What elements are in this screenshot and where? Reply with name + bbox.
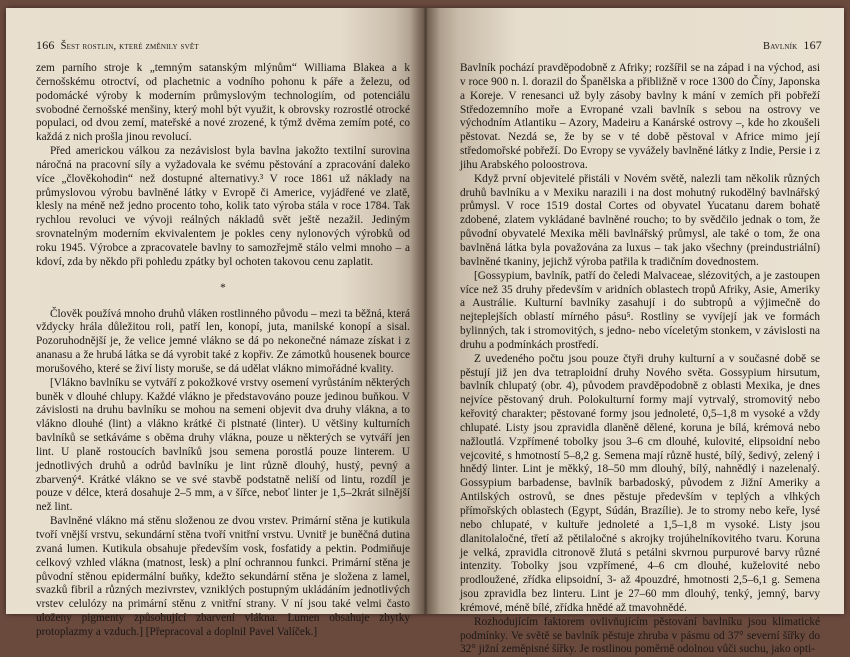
right-page-header [757,38,822,53]
book-spread [6,8,844,656]
paragraph: zem parního stroje k „temným satanským mlýnům“ Williama Blakea a k černošskému otroctví, od plachetnic a vodního pohonu k páře a železu, od podomácké výroby k moderním průmyslovým technologiím, od potenciálu svobodné černošské menšiny, který mohl být využit, k obrovsky rozrostlé otrocké populaci, od dvou zemí, mateřské a nové zrozené, k týmž dvěma zemím poté, co každá z nich prošla jinou revolucí. [36,62,410,144]
left-page [6,8,424,638]
paragraph: Bavlník pochází pravděpodobně z Afriky; rozšířil se na západ i na východ, asi v roce 900 n. l. dorazil do Španělska a přibližně v roce 1300 do Číny, Japonska a Koreje. V renesanci už byly zásoby bavlny k mání v zemích při pobřeží Středozemního moře a Evropané vzali bavlník s sebou na ostrovy ve východním Atlantiku – Azory, Madeiru a Kanárské ostrovy –, kde ho zkoušeli pěstovat. Nezdá se, že by se v té době pěstoval v Africe mimo její středomořské pobřeží. Do Evropy se vyvážely bavlněné látky z Indie, Persie i z jihu Arabského poloostrova. [460,62,820,171]
page-number: 166 [36,38,55,52]
page-number: 167 [803,38,822,52]
paragraph: Člověk používá mnoho druhů vláken rostlinného původu – mezi ta běžná, která vždycky hrála důležitou roli, patří len, konopí, juta, manilské konopí a sisal. Pozoruhodnější je, že velice jemné vlákno se dá po nekonečné námaze získat i z ananasu a že hrubá látka se dá vyrobit také z kopřiv. Ze zámotků housenek bource morušového, které se živí listy moruše, se dá udělat vlákno mimořádné kvality. [36,307,410,375]
paragraph: Rozhodujícím faktorem ovlivňujícím pěstování bavlníku jsou klimatické podmínky. Ve světě se bavlník pěstuje zhruba v pásmu od 37° severní šířky do 32° jižní zeměpisné šířky. Je rostlinou poměrně odolnou vůči suchu, jako opti- [460,615,820,656]
paragraph: Z uvedeného počtu jsou pouze čtyři druhy kulturní a v současné době se pěstují již jen dva tetraploidní druhy Nového světa. Gossypium hirsutum, bavlník chlupatý (obr. 4), původem pravděpodobně z oblasti Mexika, je dnes nejvíce pěstovaný druh. Polokulturní formy mají vytrvalý, stromovitý nebo keřovitý charakter; pěstované formy jsou jednoleté, 0,5–1,8 m vysoké a vždy chlupaté. Listy jsou zpravidla dlaněně dělené, koruna je bílá, krémová nebo nažloutlá. Vzpřímené tobolky jsou 3–6 cm dlouhé, kulovité, elipsoidní nebo vejcovité, s hmotností 5–8,2 g. Semena mají různě husté, bílý, šedivý, zelený i hnědý linter. Lint je měkký, 18–50 mm dlouhý, bílý, nahnědlý i nazelenalý. Gossypium barbadense, bavlník barbadoský, původem z Jižní Ameriky a Antilských ostrovů, se dnes pěstuje především v teplých a vlhkých přímořských oblastech (Egypt, Súdán, Brazílie). Je to stromy nebo keře, lysé nebo chlupaté, v kultuře jednoleté a 1,5–1,8 m vysoké. Listy jsou dlanitolaločné, třetí až pětilaločné s akrojky trojúhelníkovitého tvaru. Koruna je velká, zpravidla citronově žlutá s petálni skvrnou purpurové barvy různé intenzity. Tobolky jsou vzpřímené, 4–6 cm dlouhé, kuželovité nebo prodloužené, zřídka elipsoidní, 3- až 4pouzdré, hmotnosti 2,5–6,1 g. Semena jsou zpravidla bez linteru. Lint je 27–60 mm dlouhý, tenký, jemný, barvy krémové, méně bílé, zřídka hnědé až tmavohnědé. [460,352,820,614]
paragraph: [Vlákno bavlníku se vytváří z pokožkové vrstvy osemení vyrůstáním některých buněk v dlouhé chlupy. Každé vlákno je představováno pouze jedinou buňkou. V závislosti na druhu bavlníku se mohou na semeni objevit dva druhy vlákna, a to vlákno dlouhé (lint) a vlákno krátké či plstnaté (linter). U většiny kulturních bavlníků se setkáváme s oběma druhy vlákna, pouze u některých se vytváří jen lint. U planě rostoucích bavlníků jsou semena porostlá pouze linterem. U jednotlivých druhů a odrůd bavlníku je lint různě dlouhý, hustý, pevný a zbarvený⁴. Krátké vlákno se ve své stavbě podstatně neliší od lintu, rozdíl je pouze v délce, která dosahuje 2–5 mm, a v šířce, neboť linter je 1,5–2krát silnější než lint. [36,376,410,514]
section-separator: * [220,281,226,294]
paragraph: Před americkou válkou za nezávislost byla bavlna jakožto textilní surovina náročná na pracovní síly a vyžadovala ke svému pěstování a zpracování daleko více „člověkohodin“ než dostupné alternativy.³ V roce 1861 už náklady na průmyslovou výrobu bavlněné látky v Evropě či Americe, vyjádřené ve zlatě, klesly na méně než jedno procento toho, kolik tato výroba stála v roce 1784. Tak rychlou revoluci ve vývoji reálných nákladů svět ještě nezažil. Jediným srovnatelným moderním ekvivalentem je pokles ceny nylonových výrobků od roku 1945. Výrobce a zpracovatele bavlny to samozřejmě stálo velmi mnoho – a kdoví, zda by někdo při pohledu zpátky byl ochoten takovou cenu zaplatit. [36,145,410,268]
right-page [424,8,844,656]
running-head: Šest rostlin, které změnily svět [60,41,199,52]
left-page-header [36,38,205,53]
paragraph: Když první objevitelé přistáli v Novém světě, nalezli tam několik různých druhů bavlníku a v Mexiku narazili i na dost mohutný rukodělný bavlnářský průmysl. V roce 1519 dostal Cortes od obyvatel Yucatanu darem bohatě zdobené, zlatem vykládané bavlněné roucho; to by svědčilo jednak o tom, že původní obyvatelé Mexika měli bavlnářský průmysl, ale také o tom, že ona bavlněná látka byla považována za luxus – tak jako všechny (preindustriální) bavlněné tkaniny, jejichž výroba patřila k tradičním dovednostem. [460,172,820,268]
running-head: Bavlník [763,41,798,52]
left-page-text [36,62,410,640]
right-page-text [460,62,820,657]
paragraph: [Gossypium, bavlník, patří do čeledi Malvaceae, slézovitých, a je zastoupen více než 35 druhy především v aridních oblastech tropů Afriky, Asie, Ameriky a Austrálie. Kulturní bavlníky zasahují i do subtropů a výjimečně do nejteplejších oblastí mírného pásu⁵. Rostliny se vyvíjejí jak ve formách bylinných, tak i stromovitých, s jedno- nebo víceletým stonkem, v závislosti na druhu a podmínkách prostředí. [460,269,820,351]
paragraph: Bavlněné vlákno má stěnu složenou ze dvou vrstev. Primární stěna je kutikula tvoří vnější vrstvu, sekundární stěna tvoří vnitřní vrstvu. Uvnitř je buněčná dutina zvaná lumen. Kutikula obsahuje především vosk, fosfatidy a pektin. Podmiňuje celkový vzhled vlákna (matnost, lesk) a plní ochrannou funkci. Primární stěna je původní stěnou epidermální buňky, kdežto sekundární stěna je složena z lamel, svazků fibril a různých mezivrstev, vzniklých postupným ukládáním jednotlivých vrstev celulózy na primární stěnu z vnitřní strany. V ní jsou také velmi často uloženy pigmenty způsobující zbarvení vlákna. Lumen obsahuje zbytky protoplazmy a vzduch.] [Přepracoval a doplnil Pavel Valíček.] [36,515,410,638]
